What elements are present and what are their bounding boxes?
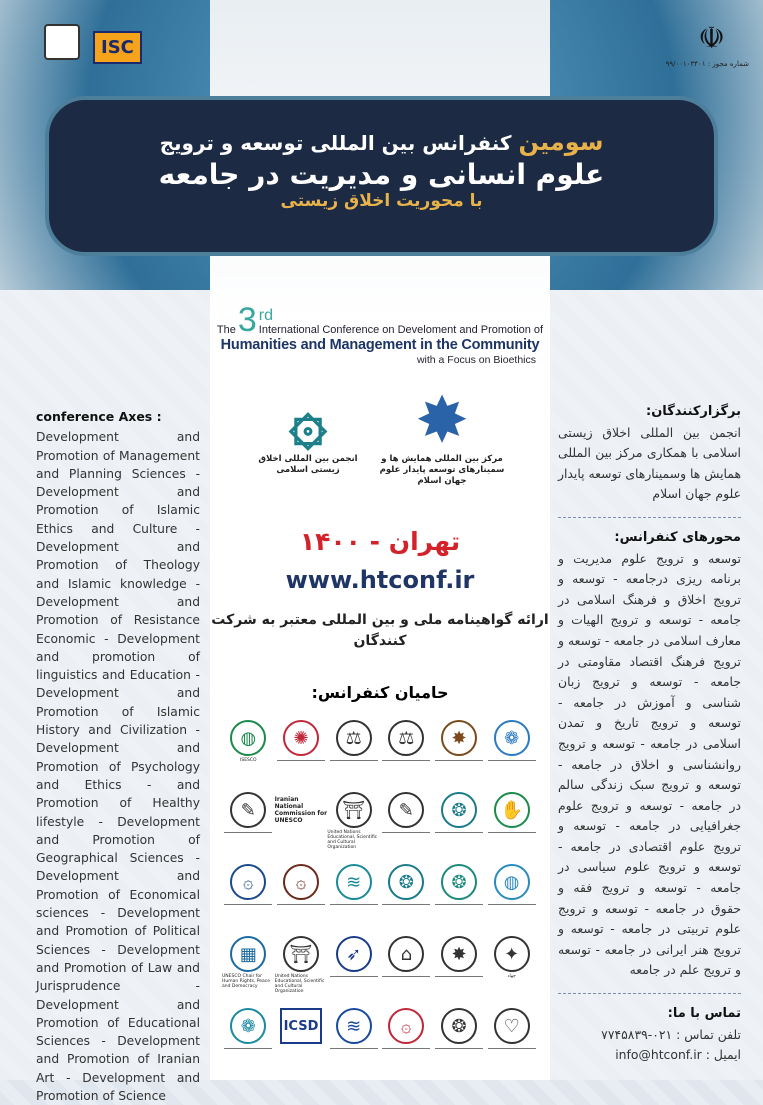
knot-icon: ۞ bbox=[230, 864, 266, 900]
globe-icon: ◍ bbox=[230, 720, 266, 756]
sponsor-logo bbox=[275, 792, 328, 864]
sponsor-logo bbox=[222, 792, 275, 864]
seal-icon: ❂ bbox=[441, 792, 477, 828]
organizer-logo-society bbox=[258, 384, 358, 476]
seal-icon: ❂ bbox=[441, 864, 477, 900]
english-title-line1 bbox=[210, 300, 550, 339]
organizer-logo-center bbox=[372, 384, 512, 487]
title-line1-fa: کنفرانس بین المللی توسعه و ترویج bbox=[159, 131, 512, 155]
seal-icon: ❂ bbox=[388, 864, 424, 900]
sponsor-logo bbox=[327, 864, 380, 936]
axes-title-fa: محورهای کنفرانس: bbox=[614, 529, 741, 545]
sponsor-logo bbox=[222, 720, 275, 792]
organizer-caption: انجمن بین المللی اخلاق زیستی اسلامی bbox=[258, 454, 358, 475]
sponsor-caption-line bbox=[382, 760, 430, 765]
title-banner bbox=[45, 96, 718, 256]
organizers-title: برگزارکنندگان: bbox=[646, 404, 741, 419]
wave-icon: ≋ bbox=[336, 1008, 372, 1044]
scales-icon: ⚖ bbox=[336, 720, 372, 756]
sponsor-logo bbox=[327, 792, 380, 864]
website-link[interactable]: www.htconf.ir bbox=[285, 566, 475, 594]
sponsor-caption: جهاد bbox=[507, 974, 516, 979]
globe-icon: ◍ bbox=[494, 864, 530, 900]
sponsor-caption-line bbox=[382, 976, 430, 981]
sponsor-logo bbox=[485, 1008, 538, 1080]
knot-icon: ۞ bbox=[289, 384, 327, 458]
unesco-icon: ⛩ bbox=[283, 936, 319, 972]
sponsor-logo bbox=[327, 1008, 380, 1080]
star-icon: ✸ bbox=[441, 936, 477, 972]
knot-icon: ۞ bbox=[388, 1008, 424, 1044]
ethics-council-logo bbox=[44, 24, 80, 60]
sponsor-text-logo: Iranian National Commission for UNESCO bbox=[274, 796, 328, 824]
sponsor-logo bbox=[380, 936, 433, 1008]
unesco-icon: ⛩ bbox=[336, 792, 372, 828]
sponsor-caption-line bbox=[435, 904, 483, 909]
sponsor-caption-line bbox=[382, 832, 430, 837]
city-year: تهران - ۱۴۰۰ bbox=[299, 527, 461, 556]
sponsor-logo bbox=[485, 720, 538, 792]
email-label: ایمیل : bbox=[705, 1047, 741, 1063]
title-highlight: سومین bbox=[518, 128, 604, 156]
sponsor-logo bbox=[275, 720, 328, 792]
sponsors-title: حامیان کنفرانس: bbox=[311, 683, 449, 702]
sponsor-caption-line bbox=[224, 1048, 272, 1053]
sponsor-caption-line bbox=[277, 904, 325, 909]
sponsor-caption-line bbox=[435, 1048, 483, 1053]
seal-icon: ❂ bbox=[441, 1008, 477, 1044]
sponsor-logo bbox=[275, 864, 328, 936]
wing-icon: ➶ bbox=[336, 936, 372, 972]
emblem-icon: ✺ bbox=[283, 720, 319, 756]
sponsor-logo bbox=[222, 864, 275, 936]
the-word: The bbox=[216, 324, 236, 336]
sponsor-caption-line bbox=[330, 904, 378, 909]
email-row bbox=[558, 1045, 741, 1066]
organizers-text: انجمن بین المللی اخلاق زیستی اسلامی با همکاری مرکز بین المللی همایش ها وسمینارهای توسعه پایدار علوم جهان اسلام bbox=[557, 424, 741, 502]
scales-icon: ⚖ bbox=[388, 720, 424, 756]
isc-logo: ISC bbox=[93, 31, 142, 64]
star-icon: ✸ bbox=[441, 720, 477, 756]
star-icon: ✸ bbox=[415, 384, 469, 458]
email-link[interactable]: info@htconf.ir bbox=[615, 1047, 702, 1063]
axes-body: Development and Promotion of Management and Planning Sciences - Development and Promotion of Islamic Ethics and Culture - Development and Promotion of Theology and Islamic knowledge - Development and Promotion of Resistance Economic - Development and promotion of linguistics and Education - Development and Promotion of Islamic History and Civilization - Development and Promotion of Psychology and Ethics - and Promotion of Healthy lifestyle - Development and Promotion of Geographical Sciences - Development and Promotion of Economical sciences - Development and Promotion of Political Sciences - Development and Promotion of Law and Jurisprudence - Development and Promotion of Educational Sciences - Development and Promotion of Iranian Art - Development and Promotion of Science bbox=[36, 430, 200, 1103]
sponsor-logo bbox=[327, 720, 380, 792]
sponsor-logo bbox=[275, 1008, 328, 1080]
knot-icon: ۞ bbox=[283, 864, 319, 900]
flower-icon: ❁ bbox=[494, 720, 530, 756]
sponsor-caption-line bbox=[224, 832, 272, 837]
sponsor-logo bbox=[433, 936, 486, 1008]
axes-title: conference Axes : bbox=[36, 409, 162, 424]
sponsor-caption-line bbox=[488, 904, 536, 909]
sponsors-grid bbox=[222, 720, 538, 1080]
title-line3: with a Focus on Bioethics bbox=[416, 354, 536, 366]
iran-emblem-icon: ☫ bbox=[698, 21, 725, 56]
hands-icon: ✋ bbox=[494, 792, 530, 828]
sponsor-text-logo: ICSD bbox=[280, 1008, 323, 1044]
phone: ۰۲۱-۷۷۴۵۸۳۹ bbox=[601, 1026, 673, 1042]
english-title bbox=[210, 300, 550, 367]
sponsor-logo bbox=[433, 792, 486, 864]
sponsor-logo bbox=[485, 864, 538, 936]
title-line2-fa: علوم انسانی و مدیریت در جامعه bbox=[158, 158, 605, 191]
title-line1: International Conference on Develoment and Promotion of bbox=[258, 324, 544, 336]
jahad-icon: ✦ bbox=[494, 936, 530, 972]
title-line3-fa: با محوریت اخلاق زیستی bbox=[280, 191, 483, 211]
flower-icon: ❁ bbox=[230, 1008, 266, 1044]
sponsor-caption-line bbox=[435, 832, 483, 837]
divider bbox=[558, 517, 741, 518]
sponsor-logo bbox=[433, 1008, 486, 1080]
sponsor-caption-line bbox=[435, 976, 483, 981]
sponsor-caption-line bbox=[330, 1048, 378, 1053]
sponsor-caption-line bbox=[382, 904, 430, 909]
arch-icon: ⌂ bbox=[388, 936, 424, 972]
sponsor-caption-line bbox=[330, 976, 378, 981]
sponsor-logo bbox=[380, 792, 433, 864]
qr-icon: ▦ bbox=[230, 936, 266, 972]
sponsor-caption-line bbox=[488, 1048, 536, 1053]
sponsor-caption-line bbox=[488, 832, 536, 837]
certificate-text: ارائه گواهینامه ملی و بین المللی معتبر به شرکت کنندگان bbox=[211, 612, 549, 649]
sponsor-logo bbox=[485, 936, 538, 1008]
sponsor-logo bbox=[275, 936, 328, 1008]
calligraphy-icon: ✎ bbox=[388, 792, 424, 828]
heart-icon: ♡ bbox=[494, 1008, 530, 1044]
sponsor-logo bbox=[222, 936, 275, 1008]
sponsor-caption-line bbox=[224, 904, 272, 909]
ordinal-suffix: rd bbox=[258, 307, 273, 324]
permit-number: شماره مجوز : ۹۹/۰۰۱۰۳۴۰۱ bbox=[665, 60, 749, 68]
ordinal-number: 3 bbox=[237, 301, 257, 339]
sponsor-caption-line bbox=[435, 760, 483, 765]
sponsor-caption-line bbox=[277, 760, 325, 765]
calligraphy-icon: ✎ bbox=[230, 792, 266, 828]
sponsor-logo bbox=[380, 720, 433, 792]
sponsor-logo bbox=[380, 864, 433, 936]
sponsor-caption: ISESCO bbox=[240, 758, 257, 763]
phone-row bbox=[558, 1025, 741, 1046]
conference-axes-english bbox=[0, 290, 210, 1103]
sponsor-caption-line bbox=[382, 1048, 430, 1053]
divider bbox=[558, 993, 741, 994]
sponsor-logo bbox=[222, 1008, 275, 1080]
sponsor-caption-line bbox=[330, 760, 378, 765]
sponsor-logo bbox=[380, 1008, 433, 1080]
phone-label: تلفن تماس : bbox=[676, 1026, 741, 1042]
sponsor-logo bbox=[433, 864, 486, 936]
title-line2: Humanities and Management in the Community bbox=[220, 337, 540, 353]
sponsor-caption: UNESCO Chair for Human Rights, Peace and Democracy bbox=[222, 974, 271, 989]
persian-info-column bbox=[550, 290, 763, 1080]
sponsor-caption: United Nations Educational, Scientific and Cultural Organization bbox=[274, 974, 325, 994]
wave-icon: ≋ bbox=[336, 864, 372, 900]
organizer-caption: مرکز بین المللی همایش ها و سمینارهای توسعه پایدار علوم جهان اسلام bbox=[379, 454, 505, 486]
contact-title: تماس با ما: bbox=[667, 1006, 741, 1022]
sponsor-logo bbox=[485, 792, 538, 864]
sponsor-caption: United Nations Educational, Scientific and Cultural Organization bbox=[327, 830, 378, 850]
sponsor-caption-line bbox=[488, 760, 536, 765]
sponsor-logo bbox=[433, 720, 486, 792]
axes-text-fa: توسعه و ترویج علوم مدیریت و برنامه ریزی درجامعه - توسعه و ترویج اخلاق و فرهنگ اسلامی در جامعه - توسعه و ترویج الهیات و معارف اسلامی در جامعه - توسعه و ترویج فرهنگ اقتصاد مقاومتی در جامعه - توسعه و ترویج زبان شناسی و آموزش در جامعه - توسعه و ترویج تاریخ و تمدن اسلامی در جامعه - توسعه و ترویج روانشناسی و اخلاق در جامعه - توسعه و ترویج سبک زندگی سالم در جامعه - توسعه و ترویج علوم جغرافیایی در جامعه - توسعه و ترویج علوم اقتصادی در جامعه - توسعه و ترویج علوم سیاسی در جامعه - توسعه و ترویج فقه و حقوق در جامعه - توسعه و ترویج علوم تربیتی در جامعه - توسعه و ترویج هنر ایرانی در جامعه - توسعه و ترویج علم در جامعه bbox=[558, 550, 741, 978]
sponsor-logo bbox=[327, 936, 380, 1008]
